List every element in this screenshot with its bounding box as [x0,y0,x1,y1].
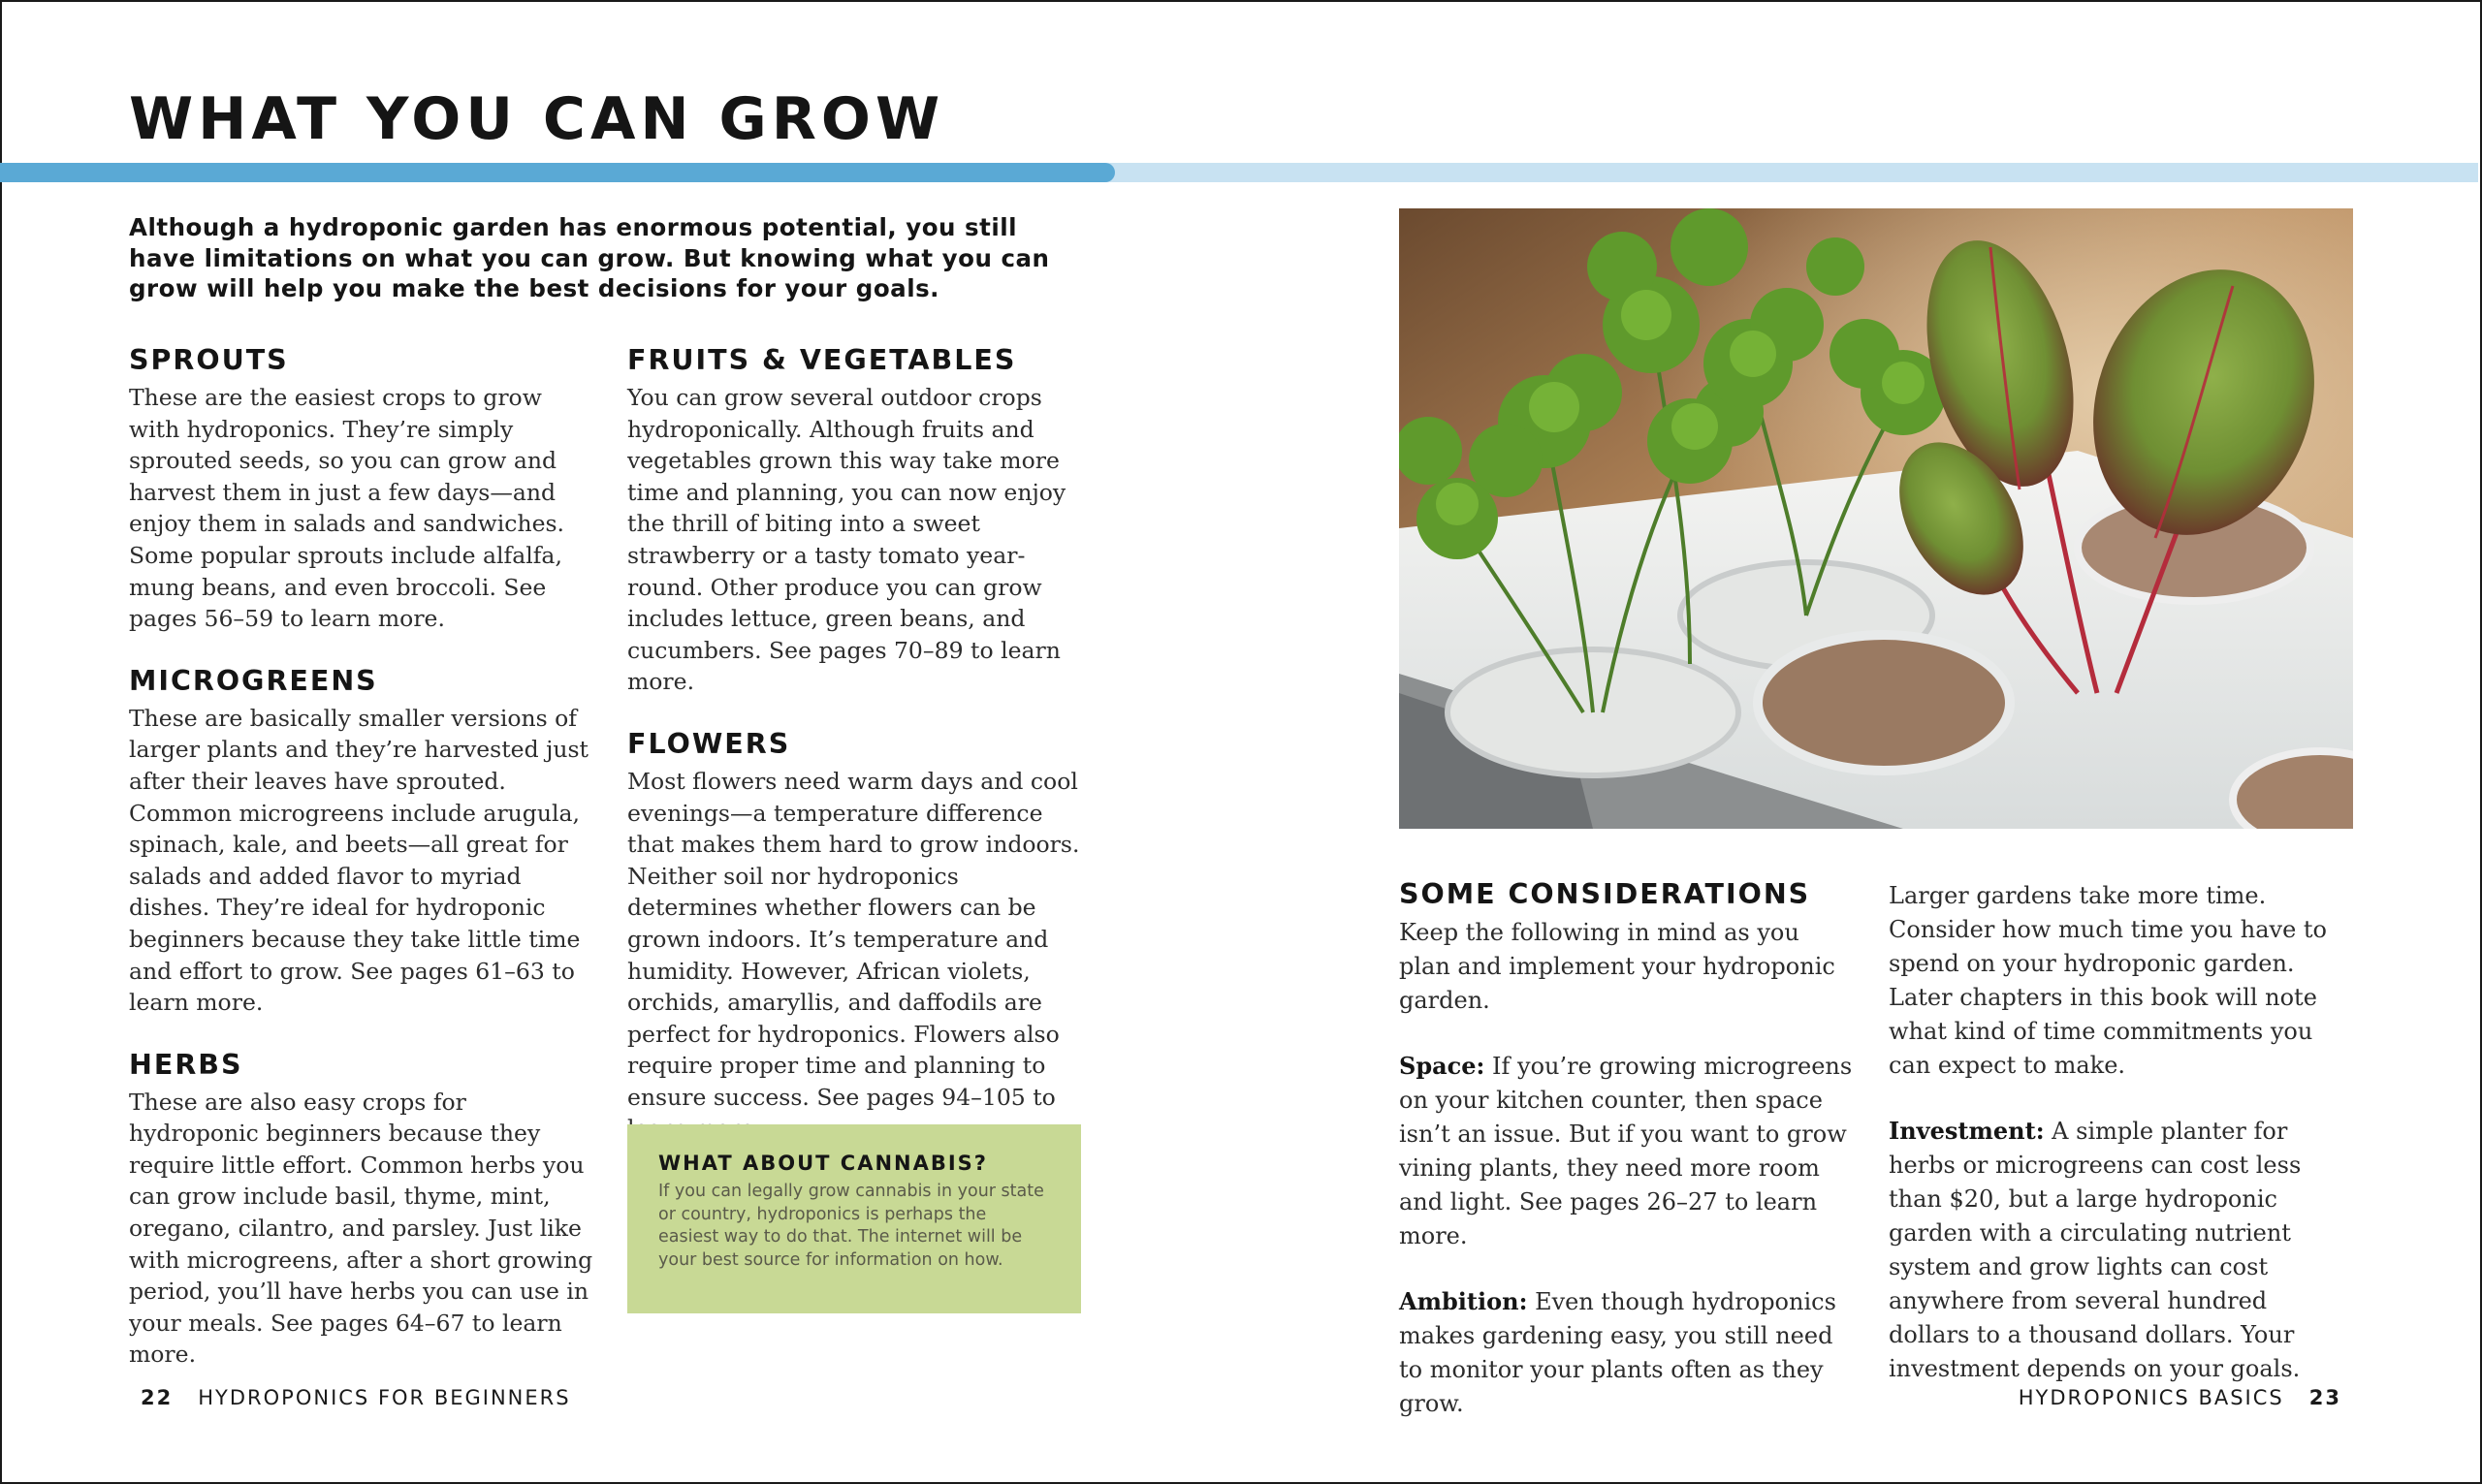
page-title: WHAT YOU CAN GROW [129,85,945,153]
sprouts-text: These are the easiest crops to grow with hydroponics. They’re simply sprouted seeds, so you can grow and harvest them in just a few days—and enjoy them in salads and sandwiches. Some popular sprouts include alfalfa, mung beans, and even broccoli. See pages 56–59 to learn more. [129,384,565,633]
microgreens-heading: MICROGREENS [129,664,378,697]
right-running-title: HYDROPONICS BASICS [2018,1386,2284,1409]
hydroponic-plants-photo [1399,208,2353,829]
fruits-text: You can grow several outdoor crops hydroponically. Although fruits and vegetables grown this way take more time and planning, you can now enjoy the thrill of biting into a sweet strawberry or a tasty tomato year-round. Other produce you can grow includes lettuce, green beans, and cucumbers. See pages 70–89 to learn more. [627,384,1066,696]
space-label: Space: [1399,1052,1485,1080]
section-herbs [129,1048,594,1371]
section-microgreens [129,664,594,1019]
microgreens-text: These are basically smaller versions of larger plants and they’re harvested just after their leaves have sprouted. Common microgreens include arugula, spinach, kale, and beets—all great for salads and added flavor to myriad dishes. They’re ideal for hydroponic beginners because they take little time and effort to grow. See pages 61–63 to learn more. [129,704,589,1017]
intro-paragraph: Although a hydroponic garden has enormous potential, you still have limitations on what you can grow. But knowing what you can grow will help you make the best decisions for your goals. [129,213,1050,302]
ambition-text: Even though hydroponics makes gardening easy, you still need to monitor your plants often as they grow. [1399,1288,1836,1417]
section-sprouts [129,343,594,635]
considerations-column-2 [1889,879,2354,1386]
investment-paragraph [1889,1114,2354,1386]
investment-label: Investment: [1889,1117,2045,1145]
left-page-number: 22 [141,1386,174,1409]
flowers-text: Most flowers need warm days and cool evenings—a temperature difference that makes them hard to grow indoors. Neither soil nor hydroponics determines whether flowers can be grown indoors. It’s temperature and humidity. However, African violets, orchids, amaryllis, and daffodils are perfect for hydroponics. Flowers also require proper time and planning to ensure success. See pages 94–105 to [627,767,1080,1111]
sprouts-heading: SPROUTS [129,344,289,376]
fruits-heading: FRUITS & VEGETABLES [627,344,1017,376]
herbs-heading: HERBS [129,1048,243,1081]
ambition-paragraph [1399,1284,1855,1421]
space-paragraph [1399,1049,1855,1253]
investment-text: A simple planter for herbs or microgreens can cost less than $20, but a large hydroponic garden with a circulating nutrient system and grow lights can cost anywhere from several hundred dollars to a thousand dollars. Your investment depends on your goals. [1889,1118,2302,1382]
considerations-column-1 [1399,877,1855,1421]
space-text: If you’re growing microgreens on your kitchen counter, then space isn’t an issue. But if you want to grow vining plants, they need more room and light. See pages 26–27 to learn more. [1399,1053,1853,1249]
herbs-text: These are also easy crops for hydroponic beginners because they require little effort. Common herbs you can grow include basil, thyme, mint, oregano, cilantro, and parsley. Just like with microgreens, after a short growing period, you’ll have herbs you can use in your meals. See pages 64–67 to learn more. [129,1088,593,1369]
right-folio [2019,1386,2341,1409]
middle-column [627,343,1088,1145]
left-folio [141,1386,571,1409]
callout-heading: WHAT ABOUT CANNABIS? [658,1152,988,1175]
right-page-number: 23 [2308,1386,2341,1409]
section-flowers [627,727,1088,1145]
title-rule-accent [0,163,1115,182]
callout-text: If you can legally grow cannabis in your state or country, hydroponics is perhaps the easiest way to do that. The internet will be your best source for information on how. [658,1182,1044,1270]
considerations-heading: SOME CONSIDERATIONS [1399,878,1811,910]
section-fruits-vegetables [627,343,1088,698]
left-running-title: HYDROPONICS FOR BEGINNERS [198,1386,571,1409]
time-paragraph: Larger gardens take more time. Consider how much time you have to spend on your hydroponic garden. Later chapters in this book will note what kind of time commitments you can expect to make. [1889,882,2328,1079]
considerations-intro: Keep the following in mind as you plan and implement your hydroponic garden. [1399,919,1835,1014]
left-column [129,343,594,1371]
flowers-heading: FLOWERS [627,727,791,760]
ambition-label: Ambition: [1399,1287,1528,1315]
cannabis-callout-box [627,1124,1081,1313]
